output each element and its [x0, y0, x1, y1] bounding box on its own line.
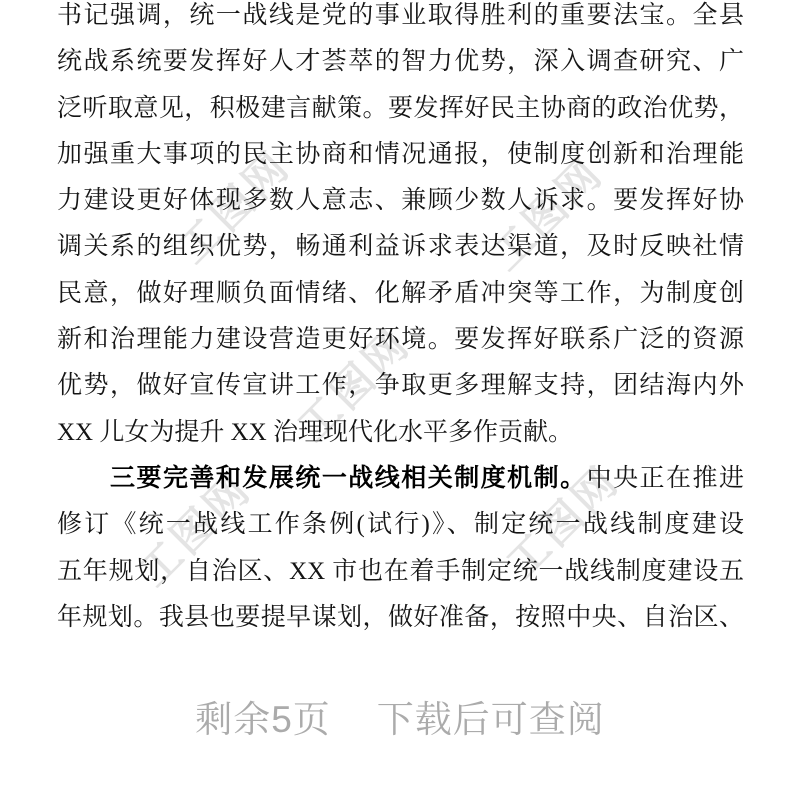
watermark-text: 工图网: [497, 456, 629, 588]
text-segment: 泛听取意见，积极建言献策。要发挥好民主协商的政治优势，: [57, 94, 744, 122]
text-segment: 五年规划，自治区、XX 市也在着手制定统一战线制度建设五: [57, 557, 744, 585]
text-segment: 年规划。我县也要提早谋划，做好准备，按照中央、自治区、: [57, 603, 744, 631]
text-segment: 民意，做好理顺负面情绪、化解矛盾冲突等工作，为制度创: [57, 279, 744, 307]
text-segment: 中央正在推进: [586, 464, 744, 492]
text-line: [57, 86, 744, 132]
text-segment: 统战系统要发挥好人才荟萃的智力优势，深入调查研究、广: [57, 48, 744, 76]
remaining-pages-note: [0, 689, 800, 743]
text-line: [57, 502, 744, 548]
watermark-text: 工图网: [288, 319, 420, 451]
text-segment-bold: 三要完善和发展统一战线相关制度机制。: [110, 464, 587, 492]
text-segment: XX 儿女为提升 XX 治理现代化水平多作贡献。: [57, 418, 573, 446]
watermark-text: 工图网: [129, 464, 261, 596]
watermark-text: 工图网: [168, 141, 300, 273]
document-text-block: [57, 0, 744, 641]
text-segment: 力建设更好体现多数人意志、兼顾少数人诉求。要发挥好协: [57, 187, 744, 215]
text-line: [57, 0, 744, 39]
text-line: [57, 132, 744, 178]
text-line: [57, 271, 744, 317]
text-segment: 调关系的组织优势，畅通利益诉求表达渠道，及时反映社情: [57, 233, 744, 261]
remaining-pages-count: 剩余5页: [195, 699, 331, 740]
text-line: [57, 363, 744, 409]
text-segment: 新和治理能力建设营造更好环境。要发挥好联系广泛的资源: [57, 326, 744, 354]
text-line: [57, 39, 744, 85]
text-line: [57, 456, 744, 502]
text-segment: 加强重大事项的民主协商和情况通报，使制度创新和治理能: [57, 140, 744, 168]
text-line: [57, 549, 744, 595]
text-segment: 修订《统一战线工作条例(试行)》、制定统一战线制度建设: [57, 511, 744, 539]
text-line: [57, 317, 744, 363]
download-to-view-hint: 下载后可查阅: [376, 699, 605, 740]
text-segment: 优势，做好宣传宣讲工作，争取更多理解支持，团结海内外: [57, 372, 744, 400]
text-line: [57, 410, 744, 456]
text-line: [57, 178, 744, 224]
text-line: [57, 224, 744, 270]
text-line: [57, 595, 744, 641]
text-segment: 书记强调，统一战线是党的事业取得胜利的重要法宝。全县: [57, 2, 744, 29]
watermark-text: 工图网: [481, 148, 613, 280]
